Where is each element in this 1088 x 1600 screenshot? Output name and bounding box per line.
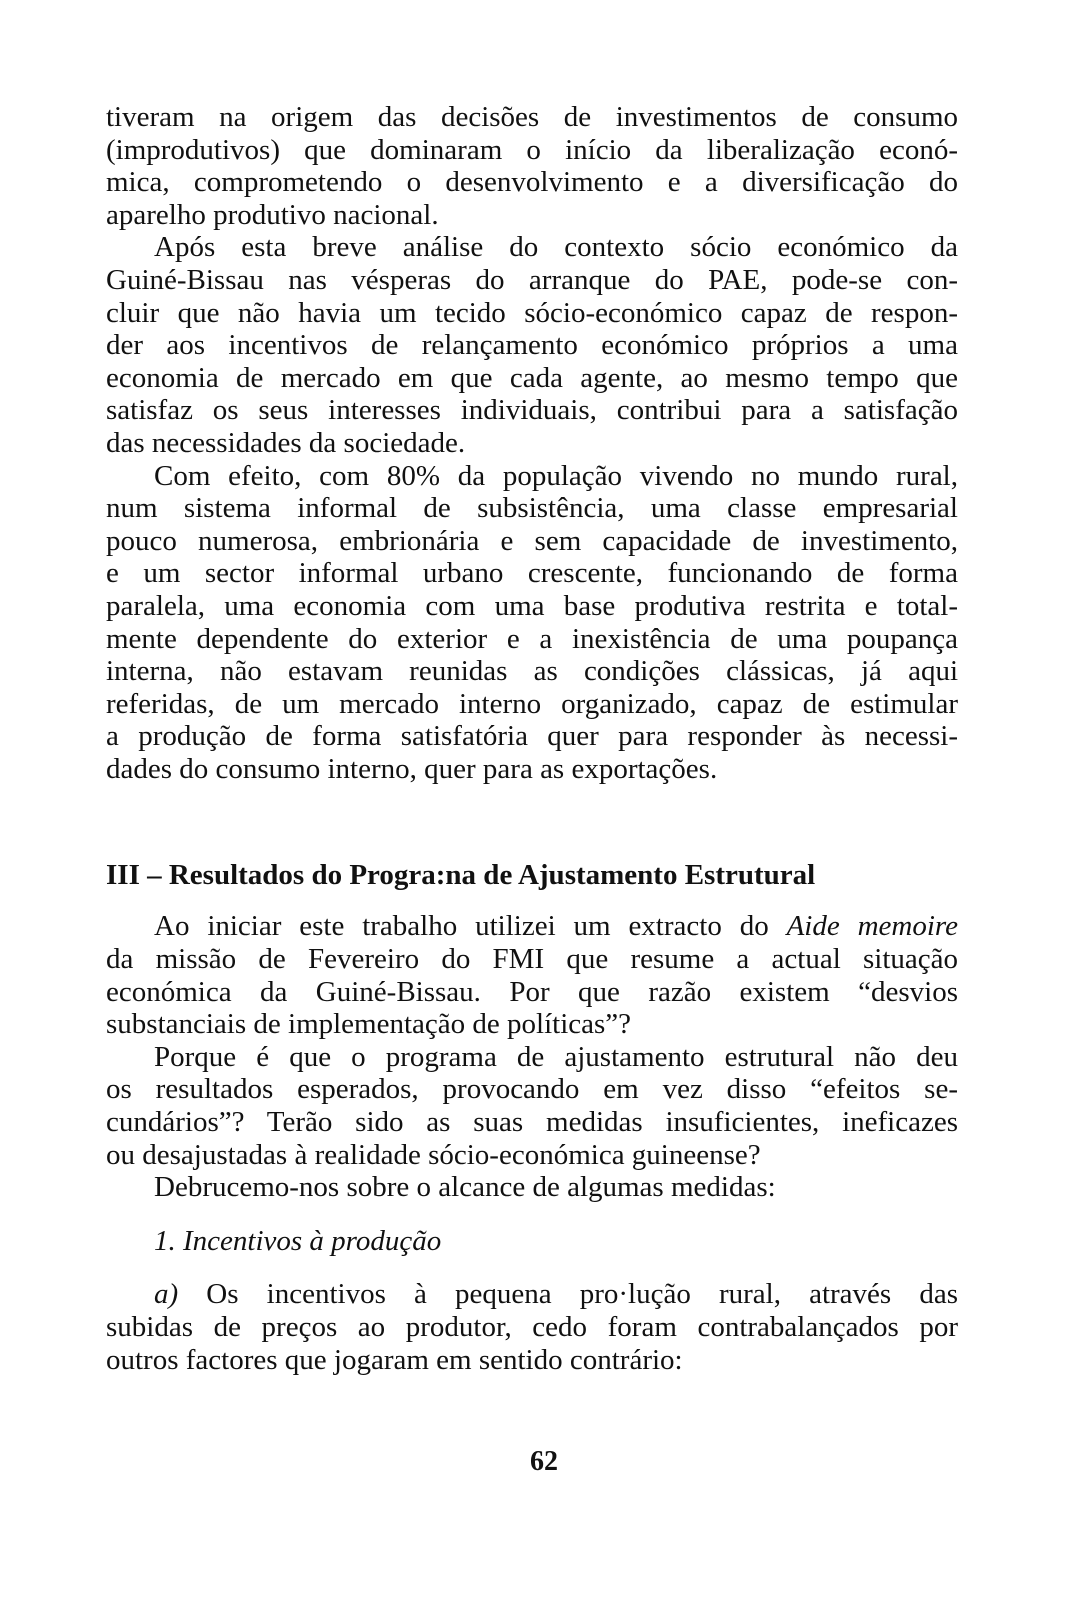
paragraph (106, 910, 958, 1040)
text-line: mica, comprometendo o desenvolvimento e a diversificação do (106, 166, 958, 199)
text-line: outros factores que jogaram em sentido contrário: (106, 1343, 683, 1376)
text-line: referidas, de um mercado interno organizado, capaz de estimular (106, 687, 958, 720)
text-span: Ao iniciar este trabalho utilizei um extracto do (154, 910, 787, 943)
paragraph (106, 231, 958, 459)
text-line: dades do consumo interno, quer para as exportações. (106, 752, 718, 785)
paragraph (106, 1041, 958, 1171)
text-line: cluir que não havia um tecido sócio-económico capaz de respon- (106, 296, 958, 329)
paragraph (106, 101, 958, 231)
text-line: tiveram na origem das decisões de investimentos de consumo (106, 101, 958, 133)
text-span: Os incentivos à pequena pro·lução rural, através das (178, 1278, 958, 1311)
text-line: a produção de forma satisfatória quer para responder às necessi- (106, 720, 958, 753)
page-number: 62 (530, 1446, 558, 1477)
text-line: economia de mercado em que cada agente, ao mesmo tempo que (106, 361, 958, 394)
text-line: cundários”? Terão sido as suas medidas insuficientes, ineficazes (106, 1106, 958, 1139)
text-line: Com efeito, com 80% da população vivendo no mundo rural, (154, 459, 958, 492)
text-line (106, 910, 958, 943)
text-line: Guiné-Bissau nas vésperas do arranque do PAE, pode-se con- (106, 263, 958, 296)
text-line: Debrucemo-nos sobre o alcance de algumas medidas: (154, 1171, 776, 1204)
text-line: ou desajustadas à realidade sócio-económica guineense? (106, 1138, 761, 1171)
page-body (106, 101, 958, 1376)
text-line: (improdutivos) que dominaram o início da liberalização econó- (106, 133, 958, 166)
text-line: interna, não estavam reunidas as condições clássicas, já aqui (106, 655, 958, 688)
italic-title: Aide memoire (786, 910, 958, 943)
text-line (106, 1278, 958, 1311)
text-line: da missão de Fevereiro do FMI que resume a actual situação (106, 943, 958, 976)
paragraph (106, 1278, 958, 1376)
list-label: a) (154, 1278, 179, 1311)
text-line: Após esta breve análise do contexto sócio económico da (154, 231, 958, 264)
text-line: e um sector informal urbano crescente, funcionando de forma (106, 557, 958, 590)
paragraph (106, 460, 958, 786)
text-line: num sistema informal de subsistência, uma classe empresarial (106, 492, 958, 525)
subsection-heading: 1. Incentivos à produção (154, 1224, 442, 1257)
paragraph (106, 1171, 958, 1204)
text-line: Porque é que o programa de ajustamento estrutural não deu (154, 1040, 958, 1073)
text-line: das necessidades da sociedade. (106, 426, 466, 459)
text-line: aparelho produtivo nacional. (106, 198, 439, 231)
section-heading: III – Resultados do Progra:na de Ajustamento Estrutural (106, 859, 816, 892)
text-line: der aos incentivos de relançamento económico próprios a uma (106, 329, 958, 362)
text-line: substanciais de implementação de políticas”? (106, 1008, 632, 1041)
text-line: subidas de preços ao produtor, cedo foram contrabalançados por (106, 1311, 958, 1343)
text-line: satisfaz os seus interesses individuais, contribui para a satisfação (106, 394, 958, 427)
text-line: pouco numerosa, embrionária e sem capacidade de investimento, (106, 524, 958, 557)
text-line: paralela, uma economia com uma base produtiva restrita e total- (106, 589, 958, 622)
text-line: mente dependente do exterior e a inexistência de uma poupança (106, 622, 958, 655)
text-line: os resultados esperados, provocando em vez disso “efeitos se- (106, 1073, 958, 1106)
text-line: económica da Guiné-Bissau. Por que razão existem “desvios (106, 975, 958, 1008)
